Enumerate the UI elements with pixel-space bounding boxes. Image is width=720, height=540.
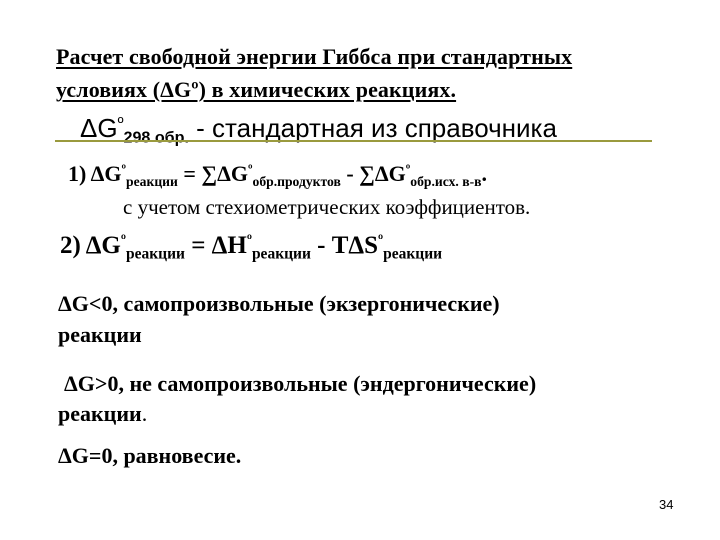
definition-delta-g: ΔG	[80, 113, 118, 143]
formula-1	[68, 161, 487, 187]
formula-1-reactants-degree: º	[405, 161, 411, 177]
formula-2-lhs-degree: º	[120, 231, 126, 249]
formula-1-sum-products: = ∑ΔG	[177, 161, 248, 186]
rule-negative-line-1: ΔG<0, самопроизвольные (экзергонические)	[58, 291, 500, 316]
definition-subscript: 298 обр.	[123, 128, 189, 147]
rule-positive-line-1: ΔG>0, не самопроизвольные (эндергонические)	[64, 371, 537, 396]
divider-line	[55, 140, 652, 142]
formula-2-enthalpy-subscript: реакции	[251, 245, 311, 263]
formula-1-number: 1)	[68, 161, 91, 186]
page-number: 34	[659, 497, 674, 512]
formula-2-lhs-subscript: реакции	[125, 245, 185, 263]
formula-2-entropy-degree: º	[378, 231, 384, 249]
rule-negative-line-2: реакции	[58, 322, 142, 347]
formula-2-lhs: ΔG	[85, 232, 121, 259]
formula-2	[60, 231, 443, 263]
formula-2-number: 2)	[60, 232, 86, 259]
formula-2-entropy-subscript: реакции	[383, 245, 443, 263]
formula-1-lhs: ΔG	[90, 161, 122, 186]
formula-2-enthalpy: = ΔH	[184, 232, 247, 259]
formula-1-note: с учетом стехиометрических коэффициентов.	[123, 195, 531, 219]
formula-1-sum-reactants: - ∑ΔG	[340, 161, 406, 186]
formula-1-lhs-degree: º	[121, 161, 127, 177]
rule-positive-period: .	[141, 401, 148, 426]
formula-1-end: .	[481, 161, 487, 186]
slide-title-line-2: условиях (ΔGº) в химических реакциях.	[56, 77, 457, 102]
definition-text: - стандартная из справочника	[188, 113, 557, 143]
slide-title-line-1: Расчет свободной энергии Гиббса при стандартных	[56, 44, 573, 69]
formula-1-lhs-subscript: реакции	[126, 173, 178, 189]
formula-2-enthalpy-degree: º	[246, 231, 252, 249]
formula-1-products-subscript: обр.продуктов	[252, 173, 341, 189]
formula-2-entropy: - TΔS	[310, 232, 378, 259]
formula-1-reactants-subscript: обр.исх. в-в	[410, 173, 482, 189]
definition-degree: º	[117, 114, 124, 133]
formula-1-products-degree: º	[248, 161, 253, 177]
rule-positive-word: реакции	[58, 401, 142, 426]
rule-positive-line-2	[58, 401, 147, 427]
rule-equilibrium: ΔG=0, равновесие.	[58, 443, 242, 468]
